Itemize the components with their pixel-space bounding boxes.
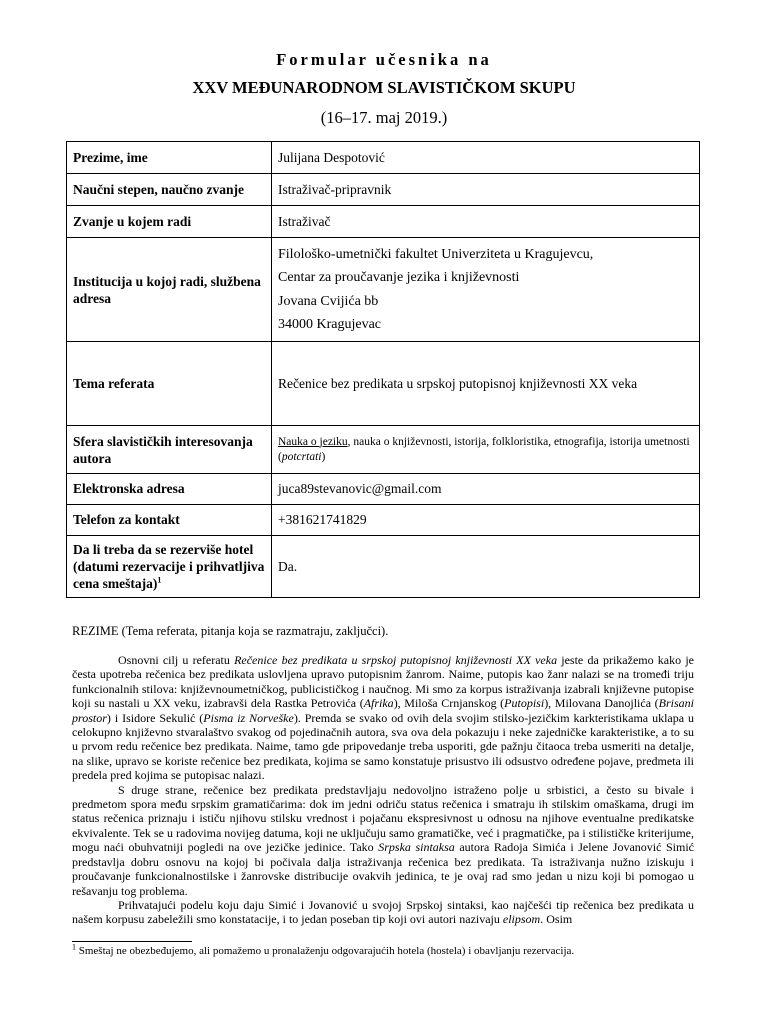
italic-title: Srpska sintaksa bbox=[378, 840, 455, 855]
footnote bbox=[72, 942, 694, 957]
footnote-divider bbox=[72, 941, 192, 942]
paragraph-text: . Osim bbox=[540, 912, 573, 927]
summary-body bbox=[72, 653, 694, 927]
value-degree: Istraživač-pripravnik bbox=[272, 174, 700, 206]
paragraph-text: ) i Isidore Sekulić ( bbox=[106, 710, 204, 725]
paragraph-text: Osnovni cilj u referatu bbox=[118, 653, 235, 667]
interests-end: ) bbox=[321, 450, 326, 463]
hotel-label-text: Da li treba da se rezerviše hotel (datumi rezervacije i prihvatljiva cena smeštaja) bbox=[73, 542, 265, 591]
label-hotel bbox=[67, 536, 272, 598]
table-row bbox=[67, 142, 700, 174]
paragraph-text: S druge strane, rečenice bez predikata predstavljaju nedovoljno istraženo polje u srbistici, a često su bivale i predmetom spora među srpskim gramatičarima: dok im jedni odriču status rečenica i smatraju ih stilskim omaškama, drugi im status rečenica priznaju i ističu njihovu stilsku vrednost i pojačanu ekspresivnost u odnosu na njihove eventualne predikatske ekvivalente. Tek se u radovima novijeg datuma, koji ne uključuju samo gramatičke, već i pragmatičke, pa i stilističke kriterijume, mogu naći obuhvatniji pogledi na ove jezičke jedinice. Tako bbox=[72, 782, 694, 855]
table-row bbox=[67, 474, 700, 505]
table-row bbox=[67, 238, 700, 342]
summary-paragraph bbox=[72, 783, 694, 898]
label-institution: Institucija u kojoj radi, službena adresa bbox=[67, 238, 272, 342]
paragraph-text: ), Milovana Danojlića ( bbox=[544, 696, 659, 711]
value-hotel: Da. bbox=[272, 536, 700, 598]
italic-title: Putopisi bbox=[504, 696, 545, 711]
paragraph-text: jeste da prikažemo kako je česta upotreba rečenica bez predikata uslovljena upravo putopisnim žanrom. Naime, putopis kao žanr nalazi se na tromeđi triju funkcionalnih stilova: književnoumetničkog, publicističkog i naučnog. Mi smo za korpus istraživanja izabrali književne putopise koji su nastali u XX veku, izabravši dela Rastka Petrovića ( bbox=[72, 653, 694, 711]
table-row bbox=[67, 426, 700, 474]
value-interests bbox=[272, 426, 700, 474]
table-row bbox=[67, 174, 700, 206]
value-phone: +381621741829 bbox=[272, 505, 700, 536]
label-position: Zvanje u kojem radi bbox=[67, 206, 272, 238]
label-name: Prezime, ime bbox=[67, 142, 272, 174]
table-row bbox=[67, 505, 700, 536]
italic-title: Afrika bbox=[363, 696, 394, 711]
selected-interest: Nauka o jeziku bbox=[278, 435, 348, 448]
table-row bbox=[67, 206, 700, 238]
address-line: Filološko-umetnički fakultet Univerziteta u Kragujevcu, bbox=[278, 246, 594, 262]
italic-title: elipsom bbox=[502, 912, 541, 927]
conference-dates: (16–17. maj 2019.) bbox=[320, 108, 448, 127]
conference-title: XXV MEĐUNARODNOM SLAVISTIČKOM SKUPU bbox=[192, 78, 576, 97]
value-email: juca89stevanovic@gmail.com bbox=[272, 474, 700, 505]
label-topic: Tema referata bbox=[67, 342, 272, 426]
interests-instruction: potcrtati bbox=[281, 450, 322, 463]
footnote-mark: 1 bbox=[72, 942, 76, 952]
paragraph-text: autora Radoja Simića i Jelene Jovanović Simić predstavlja dobru osnovu na kojoj bi počivala dalja istraživanja rečenica bez predikata. Ta istraživanja nužno iziskuju i proučavanje funkcionalnostilske i žanrovske distribucije ovakvih jedinica, te je ovaj rad smo jedan u nizu koji bi pomogao u rešavanju tog problema. bbox=[72, 840, 694, 898]
paragraph-text: Prihvatajući podelu koju daju Simić i Jovanović u svojoj Srpskoj sintaksi, kao najčešći tip rečenica bez predikata u našem korpusu zabeležili smo konstatacije, i to jedan poseban tip koji ovi autori nazivaju bbox=[72, 897, 694, 927]
summary-paragraph bbox=[72, 898, 694, 927]
form-title: Formular učesnika na bbox=[276, 50, 492, 69]
italic-title: Rečenice bez predikata u srpskoj putopisnoj književnosti XX veka bbox=[234, 653, 558, 667]
table-row bbox=[67, 342, 700, 426]
footnote-text: Smeštaj ne obezbeđujemo, ali pomažemo u pronalaženju odgovarajućih hotela (hostela) i obavljanju rezervacija. bbox=[76, 945, 575, 957]
value-position: Istraživač bbox=[272, 206, 700, 238]
label-degree: Naučni stepen, naučno zvanje bbox=[67, 174, 272, 206]
value-institution bbox=[272, 238, 700, 342]
value-name: Julijana Despotović bbox=[272, 142, 700, 174]
label-phone: Telefon za kontakt bbox=[67, 505, 272, 536]
table-row bbox=[67, 536, 700, 598]
interests-rest: , nauka o književnosti, istorija, folkloristika, etnografija, istorija umetnosti ( bbox=[278, 435, 690, 463]
footnote-ref: 1 bbox=[157, 575, 162, 585]
paragraph-text: ). Premda se svako od ovih dela svojim stilsko-jezičkim karkteristikama uklapa u celokupno književno stvaralaštvo svakog od pojedinačnih autora, sva ova dela pokazuju i neke zajedničke karakteristike, a to su u prvom redu rečenice bez predikata. Naime, tamo gde pripovedanje treba usporiti, gde pažnju čitaoca treba usmeriti na detalje, na slike, upravo se koriste rečenice bez predikata, kojima se samo konstatuje prisustvo ili odsustvo određene pojave, predmeta ili predela pred kojima se putopisac nalazi. bbox=[72, 710, 694, 783]
summary-paragraph bbox=[72, 653, 694, 783]
italic-title: Pisma iz Norveške bbox=[203, 710, 294, 725]
address-line: Jovana Cvijića bb bbox=[278, 293, 379, 309]
summary-heading: REZIME (Tema referata, pitanja koja se razmatraju, zaključci). bbox=[72, 624, 389, 638]
address-line: 34000 Kragujevac bbox=[278, 317, 382, 332]
participant-form-table bbox=[66, 141, 700, 598]
value-topic: Rečenice bez predikata u srpskoj putopisnoj književnosti XX veka bbox=[272, 342, 700, 426]
address-line: Centar za proučavanje jezika i književnosti bbox=[278, 270, 520, 285]
paragraph-text: ), Miloša Crnjanskog ( bbox=[393, 696, 505, 711]
italic-title: Brisani prostor bbox=[72, 696, 694, 725]
label-interests: Sfera slavističkih interesovanja autora bbox=[67, 426, 272, 474]
label-email: Elektronska adresa bbox=[67, 474, 272, 505]
